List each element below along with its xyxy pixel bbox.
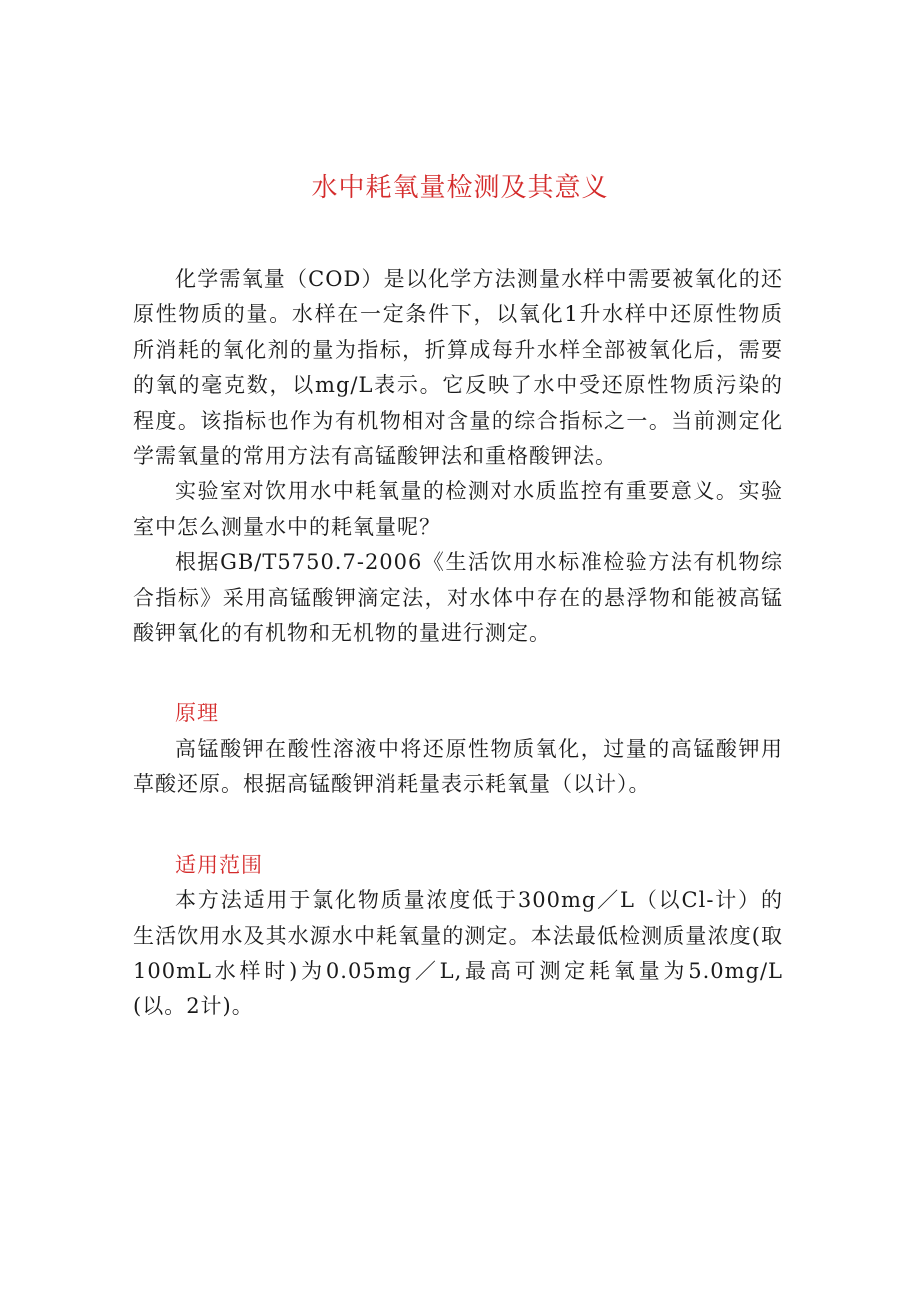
section-spacer — [133, 651, 783, 696]
document-title: 水中耗氧量检测及其意义 — [311, 173, 609, 203]
intro-paragraph-1: 化学需氧量（COD）是以化学方法测量水样中需要被氧化的还原性物质的量。水样在一定条件下，以氧化1升水样中还原性物质所消耗的氧化剂的量为指标，折算成每升水样全部被氧化后，需要的氧的毫克数，以mg/L表示。它反映了水中受还原性物质污染的程度。该指标也作为有机物相对含量的综合指标之一。当前测定化学需氧量的常用方法有高锰酸钾法和重格酸钾法。 — [133, 267, 783, 469]
principle-paragraph: 高锰酸钾在酸性溶液中将还原性物质氧化，过量的高锰酸钾用草酸还原。根据高锰酸钾消耗量表示耗氧量（以计）。 — [133, 736, 783, 797]
intro-paragraph-2: 实验室对饮用水中耗氧量的检测对水质监控有重要意义。实验室中怎么测量水中的耗氧量呢？ — [133, 479, 783, 539]
section-heading-principle: 原理 — [175, 701, 219, 726]
section-spacer — [133, 803, 783, 848]
intro-paragraph-3: 根据GB/T5750.7-2006《生活饮用水标准检验方法有机物综合指标》采用高锰酸钾滴定法，对水体中存在的悬浮物和能被高锰酸钾氧化的有机物和无机物的量进行测定。 — [133, 550, 783, 646]
scope-paragraph: 本方法适用于氯化物质量浓度低于300mg／L（以Cl-计）的生活饮用水及其水源水中耗氧量的测定。本法最低检测质量浓度(取100mL水样时)为0.05mg／L,最高可测定耗氧量为5.0mg/L(以。2计)。 — [133, 888, 783, 1019]
document-body — [133, 262, 783, 1025]
section-heading-scope: 适用范围 — [175, 852, 263, 877]
